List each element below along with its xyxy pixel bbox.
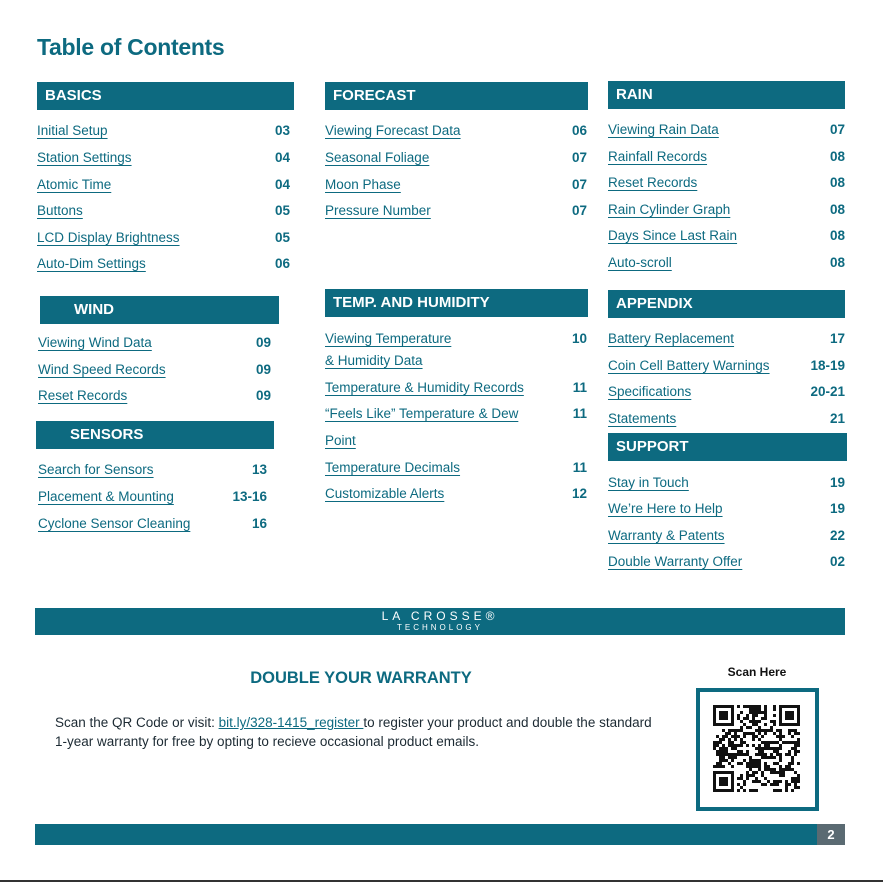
toc-entry[interactable] <box>608 384 845 404</box>
toc-entry-page: 18-19 <box>810 358 845 373</box>
toc-entry-label[interactable]: Cyclone Sensor Cleaning <box>38 516 191 531</box>
toc-entry[interactable] <box>325 486 587 506</box>
toc-entry[interactable] <box>325 331 587 351</box>
toc-entry-label[interactable]: Rain Cylinder Graph <box>608 202 731 217</box>
warranty-text-after: to register your product and double the standard 1-year warranty for free by opting to recieve occasional product emails. <box>55 715 652 749</box>
toc-entry-label[interactable]: Warranty & Patents <box>608 528 725 543</box>
footer-bar <box>35 824 845 845</box>
toc-entry[interactable] <box>37 256 290 276</box>
warranty-register-link[interactable]: bit.ly/328-1415_register <box>218 715 364 730</box>
toc-entry-page: 17 <box>829 331 845 346</box>
toc-entry[interactable] <box>37 177 290 197</box>
section-heading-appendix: APPENDIX <box>608 290 845 318</box>
toc-entry-page: 05 <box>274 230 290 245</box>
toc-entry-label[interactable]: Viewing Rain Data <box>608 122 719 137</box>
toc-entry-page: 10 <box>571 331 587 346</box>
toc-entry[interactable] <box>38 388 271 408</box>
toc-entry-label-continued[interactable]: Point <box>325 433 356 448</box>
toc-entry-page: 13-16 <box>232 489 267 504</box>
section-heading-temp-humidity: TEMP. AND HUMIDITY <box>325 289 588 317</box>
toc-entry-page: 08 <box>829 175 845 190</box>
bottom-rule <box>0 880 883 882</box>
toc-entry[interactable] <box>325 380 587 400</box>
toc-entry-page: 09 <box>255 362 271 377</box>
toc-entry-page: 04 <box>274 177 290 192</box>
toc-entry-page: 08 <box>829 149 845 164</box>
toc-entry-page: 02 <box>829 554 845 569</box>
toc-entry-label[interactable]: Customizable Alerts <box>325 486 445 501</box>
toc-entry-page: 09 <box>255 335 271 350</box>
toc-entry-label[interactable]: Statements <box>608 411 677 426</box>
toc-entry-page: 08 <box>829 202 845 217</box>
toc-entry-page: 11 <box>572 406 587 421</box>
toc-entry-label[interactable]: Stay in Touch <box>608 475 689 490</box>
toc-entry[interactable] <box>608 501 845 521</box>
toc-entry-label[interactable]: Placement & Mounting <box>38 489 174 504</box>
toc-entry[interactable] <box>325 177 587 197</box>
toc-entry-page: 12 <box>571 486 587 501</box>
toc-entry-label[interactable]: Buttons <box>37 203 83 218</box>
toc-entry-page: 07 <box>571 150 587 165</box>
toc-entry-label[interactable]: Viewing Forecast Data <box>325 123 461 138</box>
toc-entry-label[interactable]: Reset Records <box>608 175 698 190</box>
toc-entry-page: 20-21 <box>810 384 845 399</box>
toc-entry[interactable] <box>608 149 845 169</box>
toc-entry[interactable] <box>608 175 845 195</box>
toc-entry[interactable] <box>608 528 845 548</box>
toc-entry[interactable] <box>608 255 845 275</box>
toc-entry-page: 13 <box>251 462 267 477</box>
toc-entry-page: 05 <box>274 203 290 218</box>
toc-entry-label[interactable]: Temperature Decimals <box>325 460 461 475</box>
toc-entry-label[interactable]: Viewing Temperature <box>325 331 452 346</box>
toc-entry[interactable] <box>608 475 845 495</box>
toc-entry[interactable] <box>608 122 845 142</box>
qr-code-frame <box>696 688 819 811</box>
toc-entry[interactable] <box>38 362 271 382</box>
toc-entry[interactable] <box>38 335 271 355</box>
warranty-text <box>55 713 655 751</box>
page-title: Table of Contents <box>37 34 225 60</box>
toc-entry[interactable] <box>37 123 290 143</box>
toc-entry-page: 03 <box>274 123 290 138</box>
toc-entry-label[interactable]: Moon Phase <box>325 177 401 192</box>
toc-entry-page: 07 <box>571 177 587 192</box>
toc-entry[interactable] <box>608 411 845 431</box>
brand-bar <box>35 608 845 635</box>
toc-entry[interactable] <box>325 150 587 170</box>
toc-entry[interactable] <box>37 150 290 170</box>
toc-entry-label[interactable]: Coin Cell Battery Warnings <box>608 358 770 373</box>
toc-entry-label-continued[interactable]: & Humidity Data <box>325 353 423 368</box>
toc-entry[interactable] <box>608 358 845 378</box>
toc-entry-label[interactable]: Pressure Number <box>325 203 431 218</box>
section-heading-rain: RAIN <box>608 81 845 109</box>
toc-entry[interactable] <box>37 230 290 250</box>
qr-code-icon <box>700 692 815 807</box>
toc-entry-page: 19 <box>829 501 845 516</box>
toc-entry-label[interactable]: Days Since Last Rain <box>608 228 738 243</box>
toc-entry[interactable] <box>608 202 845 222</box>
toc-entry-label[interactable]: Rainfall Records <box>608 149 708 164</box>
toc-entry[interactable] <box>608 554 845 574</box>
toc-entry-label[interactable]: Temperature & Humidity Records <box>325 380 524 395</box>
toc-entry-page: 11 <box>572 380 587 395</box>
toc-entry-label[interactable]: Initial Setup <box>37 123 108 138</box>
toc-entry-label[interactable]: We’re Here to Help <box>608 501 723 516</box>
section-heading-sensors: SENSORS <box>36 421 274 449</box>
page-number: 2 <box>817 824 845 845</box>
brand-logo-text: LA CROSSE® <box>381 609 499 623</box>
toc-entry-label[interactable]: Double Warranty Offer <box>608 554 743 569</box>
toc-entry-label[interactable]: Wind Speed Records <box>38 362 166 377</box>
toc-entry-page: 21 <box>829 411 845 426</box>
toc-entry-label[interactable]: LCD Display Brightness <box>37 230 180 245</box>
toc-entry-label[interactable]: Search for Sensors <box>38 462 154 477</box>
toc-entry[interactable] <box>38 462 267 482</box>
toc-entry-label[interactable]: “Feels Like” Temperature & Dew <box>325 406 519 421</box>
toc-entry[interactable] <box>608 331 845 351</box>
toc-entry-page: 08 <box>829 255 845 270</box>
warranty-title: DOUBLE YOUR WARRANTY <box>250 669 472 687</box>
toc-entry-page: 04 <box>274 150 290 165</box>
toc-entry[interactable] <box>608 228 845 248</box>
section-heading-forecast: FORECAST <box>325 82 588 110</box>
toc-entry-page: 11 <box>572 460 587 475</box>
toc-entry[interactable] <box>37 203 290 223</box>
toc-entry[interactable] <box>38 516 267 536</box>
toc-entry-label[interactable]: Auto-Dim Settings <box>37 256 146 271</box>
section-heading-wind: WIND <box>40 296 279 324</box>
toc-entry-page: 08 <box>829 228 845 243</box>
toc-entry-continued[interactable] <box>325 433 587 453</box>
toc-entry-page: 06 <box>274 256 290 271</box>
toc-entry-page: 06 <box>571 123 587 138</box>
toc-entry[interactable] <box>325 406 587 426</box>
toc-entry-label[interactable]: Viewing Wind Data <box>38 335 152 350</box>
toc-entry-continued[interactable] <box>325 353 587 373</box>
toc-entry[interactable] <box>325 203 587 223</box>
section-heading-basics: BASICS <box>37 82 294 110</box>
toc-entry[interactable] <box>38 489 267 509</box>
toc-entry[interactable] <box>325 460 587 480</box>
toc-entry-label[interactable]: Specifications <box>608 384 692 399</box>
toc-entry-page: 19 <box>829 475 845 490</box>
toc-entry-page: 07 <box>829 122 845 137</box>
toc-entry-page: 22 <box>829 528 845 543</box>
warranty-text-before: Scan the QR Code or visit: <box>55 715 219 730</box>
toc-entry-label[interactable]: Station Settings <box>37 150 132 165</box>
toc-entry-label[interactable]: Seasonal Foliage <box>325 150 430 165</box>
brand-logo-subtext: TECHNOLOGY <box>396 623 483 632</box>
section-heading-support: SUPPORT <box>608 433 847 461</box>
toc-entry-label[interactable]: Reset Records <box>38 388 128 403</box>
toc-entry-page: 16 <box>251 516 267 531</box>
toc-entry-label[interactable]: Auto-scroll <box>608 255 672 270</box>
toc-entry[interactable] <box>325 123 587 143</box>
scan-here-label: Scan Here <box>727 665 787 679</box>
toc-entry-label[interactable]: Battery Replacement <box>608 331 735 346</box>
toc-entry-page: 09 <box>255 388 271 403</box>
toc-entry-page: 07 <box>571 203 587 218</box>
toc-entry-label[interactable]: Atomic Time <box>37 177 112 192</box>
